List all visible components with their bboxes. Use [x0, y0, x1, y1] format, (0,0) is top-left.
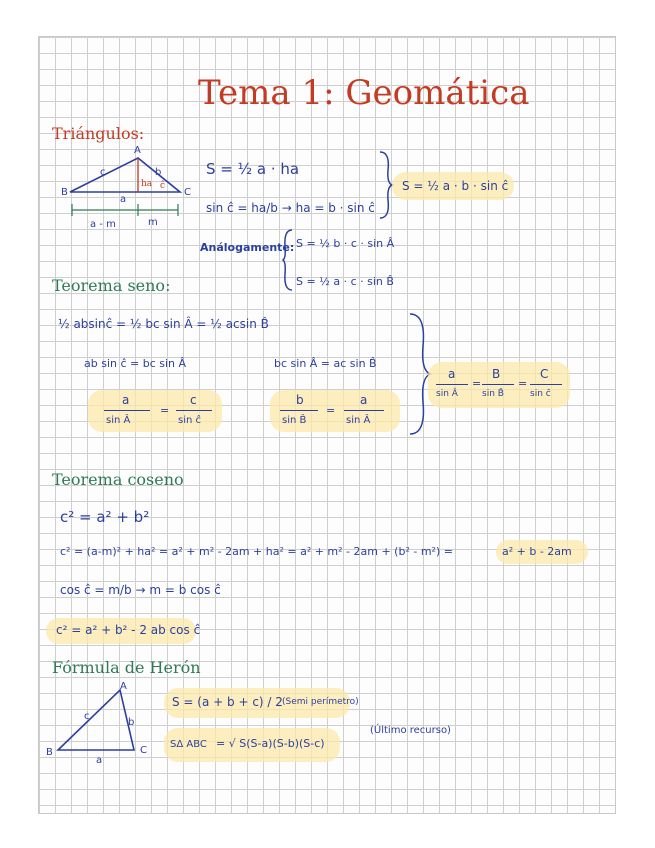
coseno-eq-2-result: a² + b - 2am	[502, 545, 572, 558]
area-formula-1: S = ½ a · ha	[206, 160, 300, 178]
frac2-num: c	[190, 393, 197, 407]
res-b-bar	[482, 384, 514, 385]
heron-triangle-diagram	[50, 681, 150, 764]
res-c-bar	[530, 384, 562, 385]
tri1-a: a	[120, 194, 127, 205]
tri1-C: C	[184, 187, 191, 198]
res-eq-2: =	[518, 377, 528, 390]
frac3-bar	[280, 410, 318, 411]
frac1-num: a	[122, 393, 130, 407]
frac4-bar	[344, 410, 384, 411]
area-summary: S = ½ a · b · sin ĉ	[402, 179, 509, 193]
frac2-den: sin ĉ	[178, 415, 202, 426]
frac3-den: sin B̂	[282, 415, 307, 426]
analog-label: Análogamente:	[200, 241, 295, 254]
tri1-m: m	[148, 217, 158, 228]
coseno-eq-1: c² = a² + b²	[60, 508, 150, 526]
heron-area-formula: = √ S(S-a)(S-b)(S-c)	[216, 737, 325, 750]
heron-B: B	[46, 747, 53, 758]
frac1-bar	[104, 410, 150, 411]
tri1-b: b	[155, 167, 162, 178]
frac4-den: sin Â	[346, 415, 371, 426]
eq-sign-1: =	[160, 404, 170, 417]
coseno-eq-4: c² = a² + b² - 2 ab cos ĉ	[56, 623, 201, 637]
res-a-bar	[436, 384, 468, 385]
section-triangulos: Triángulos:	[52, 124, 145, 143]
res-b-num: B	[492, 367, 501, 381]
frac4-num: a	[360, 393, 368, 407]
heron-C: C	[140, 745, 147, 756]
heron-s-formula: S = (a + b + c) / 2	[172, 695, 283, 709]
res-a-num: a	[448, 367, 456, 381]
tri1-A: A	[134, 145, 141, 156]
tri1-B: B	[61, 187, 68, 198]
tri1-c: c	[100, 167, 106, 178]
heron-c: c	[84, 711, 90, 722]
triangle-diagram	[60, 145, 190, 238]
heron-b: b	[128, 717, 135, 728]
frac3-num: b	[296, 393, 304, 407]
section-seno: Teorema seno:	[52, 276, 171, 295]
section-heron: Fórmula de Herón	[52, 658, 201, 677]
analog-formula-1: S = ½ b · c · sin Â	[296, 237, 395, 250]
coseno-eq-2: c² = (a-m)² + ha² = a² + m² - 2am + ha² = a² + m² - 2am + (b² - m²) =	[60, 545, 453, 558]
heron-note: (Último recurso)	[370, 725, 451, 736]
analog-formula-2: S = ½ a · c · sin B̂	[296, 275, 394, 288]
seno-line-2a: ab sin ĉ = bc sin Â	[84, 357, 187, 370]
res-c-num: C	[540, 367, 549, 381]
frac2-bar	[176, 410, 212, 411]
heron-area-label: SΔ ABC	[170, 739, 207, 750]
tri1-am: a - m	[90, 219, 116, 230]
seno-line-2b: bc sin Â = ac sin B̂	[274, 357, 377, 370]
res-c-den: sin ĉ	[530, 389, 551, 399]
heron-a: a	[96, 755, 103, 766]
tri1-angle: ĉ	[160, 181, 166, 191]
coseno-eq-3: cos ĉ = m/b → m = b cos ĉ	[60, 583, 221, 597]
section-coseno: Teorema coseno	[52, 470, 184, 489]
res-a-den: sin Â	[436, 389, 458, 399]
seno-line-1: ½ absinĉ = ½ bc sin Â = ½ acsin B̂	[58, 317, 269, 331]
eq-sign-2: =	[326, 404, 336, 417]
heron-semi: (Semi perímetro)	[282, 697, 359, 707]
area-formula-2: sin ĉ = ha/b → ha = b · sin ĉ	[206, 201, 375, 215]
frac1-den: sin Â	[106, 415, 131, 426]
page-title: Tema 1: Geomática	[198, 73, 530, 113]
tri1-ha: ha	[141, 179, 153, 189]
heron-A: A	[120, 681, 127, 692]
res-b-den: sin B̂	[482, 389, 504, 399]
left-bracket-analog	[282, 228, 294, 292]
res-eq-1: =	[472, 377, 482, 390]
